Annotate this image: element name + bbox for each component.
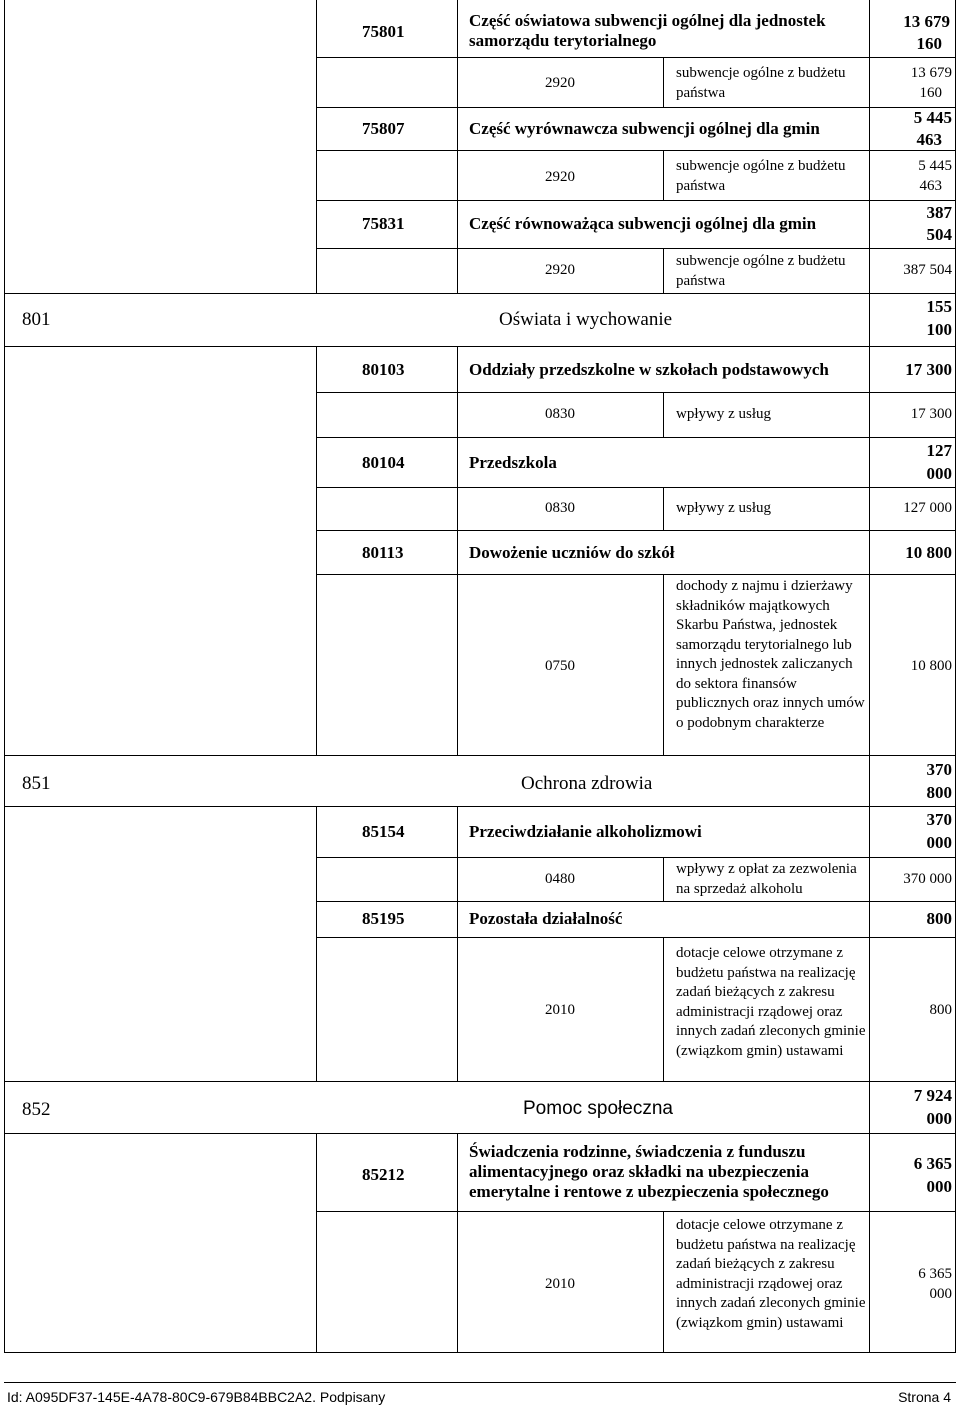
paragraf-code: 0750 bbox=[545, 658, 575, 674]
dzial-code: 801 bbox=[22, 309, 51, 330]
amount-line1: 5 445 bbox=[913, 108, 952, 127]
amount-line2: 463 bbox=[916, 130, 942, 149]
amount-line1: 127 bbox=[926, 441, 952, 460]
rozdzial-name: Oddziały przedszkolne w szkołach podstawowych bbox=[469, 360, 829, 379]
amount-line1: 5 445 bbox=[918, 158, 952, 174]
rozdzial-code: 85212 bbox=[362, 1165, 405, 1184]
amount-line1: 6 365 bbox=[918, 1266, 952, 1282]
rozdzial-code: 85195 bbox=[362, 909, 405, 928]
amount-line1: 387 bbox=[926, 203, 952, 222]
amount-line1: 6 365 bbox=[913, 1154, 952, 1173]
rozdzial-name: Dowożenie uczniów do szkół bbox=[469, 543, 675, 562]
paragraf-name: subwencje ogólne z budżetu państwa bbox=[676, 253, 846, 289]
amount-line1: 155 bbox=[926, 297, 952, 316]
paragraf-code: 2920 bbox=[545, 169, 575, 185]
amount-line2: 800 bbox=[926, 783, 952, 802]
paragraf-code: 0830 bbox=[545, 500, 575, 516]
amount-line2: 000 bbox=[926, 464, 952, 483]
amount: 127 000 bbox=[903, 500, 952, 516]
rozdzial-code: 85154 bbox=[362, 822, 405, 841]
amount-line1: 13 679 bbox=[910, 65, 952, 81]
rozdzial-code: 80103 bbox=[362, 360, 405, 379]
dzial-name: Ochrona zdrowia bbox=[521, 773, 653, 794]
rozdzial-code: 75807 bbox=[362, 119, 405, 138]
amount-line1: 13 679 bbox=[903, 12, 950, 31]
paragraf-code: 2010 bbox=[545, 1002, 575, 1018]
amount-line2: 000 bbox=[926, 833, 952, 852]
rozdzial-code: 80104 bbox=[362, 453, 405, 472]
dzial-code: 852 bbox=[22, 1099, 51, 1120]
paragraf-code: 0830 bbox=[545, 406, 575, 422]
amount: 10 800 bbox=[910, 658, 952, 674]
page-number: Strona 4 bbox=[898, 1389, 951, 1405]
paragraf-code: 2920 bbox=[545, 75, 575, 91]
paragraf-name: dotacje celowe otrzymane z budżetu państwa na realizację zadań bieżących z zakresu administracji rządowej oraz innych zadań zleconych gminie (związkom gmin) ustawami bbox=[676, 945, 866, 1059]
document-id: Id: A095DF37-145E-4A78-80C9-679B84BBC2A2. Podpisany bbox=[7, 1389, 386, 1405]
rozdzial-code: 75801 bbox=[362, 22, 405, 41]
rozdzial-name: Pozostała działalność bbox=[469, 909, 623, 928]
paragraf-name: subwencje ogólne z budżetu państwa bbox=[676, 65, 846, 101]
amount-line2: 504 bbox=[926, 225, 952, 244]
amount-line2: 160 bbox=[919, 85, 942, 101]
rozdzial-name: Część równoważąca subwencji ogólnej dla gmin bbox=[469, 214, 817, 233]
rozdzial-name: Świadczenia rodzinne, świadczenia z funduszu alimentacyjnego oraz składki na ubezpieczenia emerytalne i rentowe z ubezpieczenia społecznego bbox=[469, 1142, 829, 1201]
amount-line2: 000 bbox=[929, 1286, 952, 1302]
rozdzial-name: Część wyrównawcza subwencji ogólnej dla gmin bbox=[469, 119, 820, 138]
dzial-code: 851 bbox=[22, 773, 51, 794]
paragraf-code: 2920 bbox=[545, 262, 575, 278]
amount-line1: 370 bbox=[926, 810, 952, 829]
amount: 370 000 bbox=[903, 871, 952, 887]
amount: 17 300 bbox=[910, 406, 952, 422]
dzial-name: Oświata i wychowanie bbox=[499, 309, 673, 330]
paragraf-name: wpływy z opłat za zezwolenia na sprzedaż alkoholu bbox=[676, 861, 857, 897]
amount: 387 504 bbox=[903, 262, 952, 278]
amount: 10 800 bbox=[905, 543, 952, 562]
rozdzial-name: Część oświatowa subwencji ogólnej dla jednostek samorządu terytorialnego bbox=[469, 11, 826, 50]
amount-line2: 000 bbox=[926, 1109, 952, 1128]
amount-line1: 370 bbox=[926, 760, 952, 779]
amount: 800 bbox=[926, 909, 952, 928]
paragraf-name: dotacje celowe otrzymane z budżetu państwa na realizację zadań bieżących z zakresu administracji rządowej oraz innych zadań zleconych gminie (związkom gmin) ustawami bbox=[676, 1217, 866, 1331]
rozdzial-code: 75831 bbox=[362, 214, 405, 233]
amount-line2: 100 bbox=[926, 320, 952, 339]
rozdzial-name: Przeciwdziałanie alkoholizmowi bbox=[469, 822, 702, 841]
amount-line2: 160 bbox=[916, 34, 942, 53]
amount: 17 300 bbox=[905, 360, 952, 379]
dzial-name: Pomoc społeczna bbox=[523, 1098, 673, 1119]
rozdzial-name: Przedszkola bbox=[469, 453, 557, 472]
amount-line2: 463 bbox=[919, 178, 942, 194]
amount-line2: 000 bbox=[926, 1177, 952, 1196]
paragraf-name: dochody z najmu i dzierżawy składników majątkowych Skarbu Państwa, jednostek samorządu terytorialnego lub innych jednostek zaliczanych do sektora finansów publicznych oraz innych umów o podobnym charakterze bbox=[676, 578, 865, 731]
rozdzial-code: 80113 bbox=[362, 543, 404, 562]
amount-line1: 7 924 bbox=[913, 1086, 952, 1105]
paragraf-name: wpływy z usług bbox=[676, 406, 771, 422]
paragraf-name: wpływy z usług bbox=[676, 500, 771, 516]
paragraf-name: subwencje ogólne z budżetu państwa bbox=[676, 158, 846, 194]
paragraf-code: 2010 bbox=[545, 1276, 575, 1292]
amount: 800 bbox=[929, 1002, 952, 1018]
paragraf-code: 0480 bbox=[545, 871, 575, 887]
